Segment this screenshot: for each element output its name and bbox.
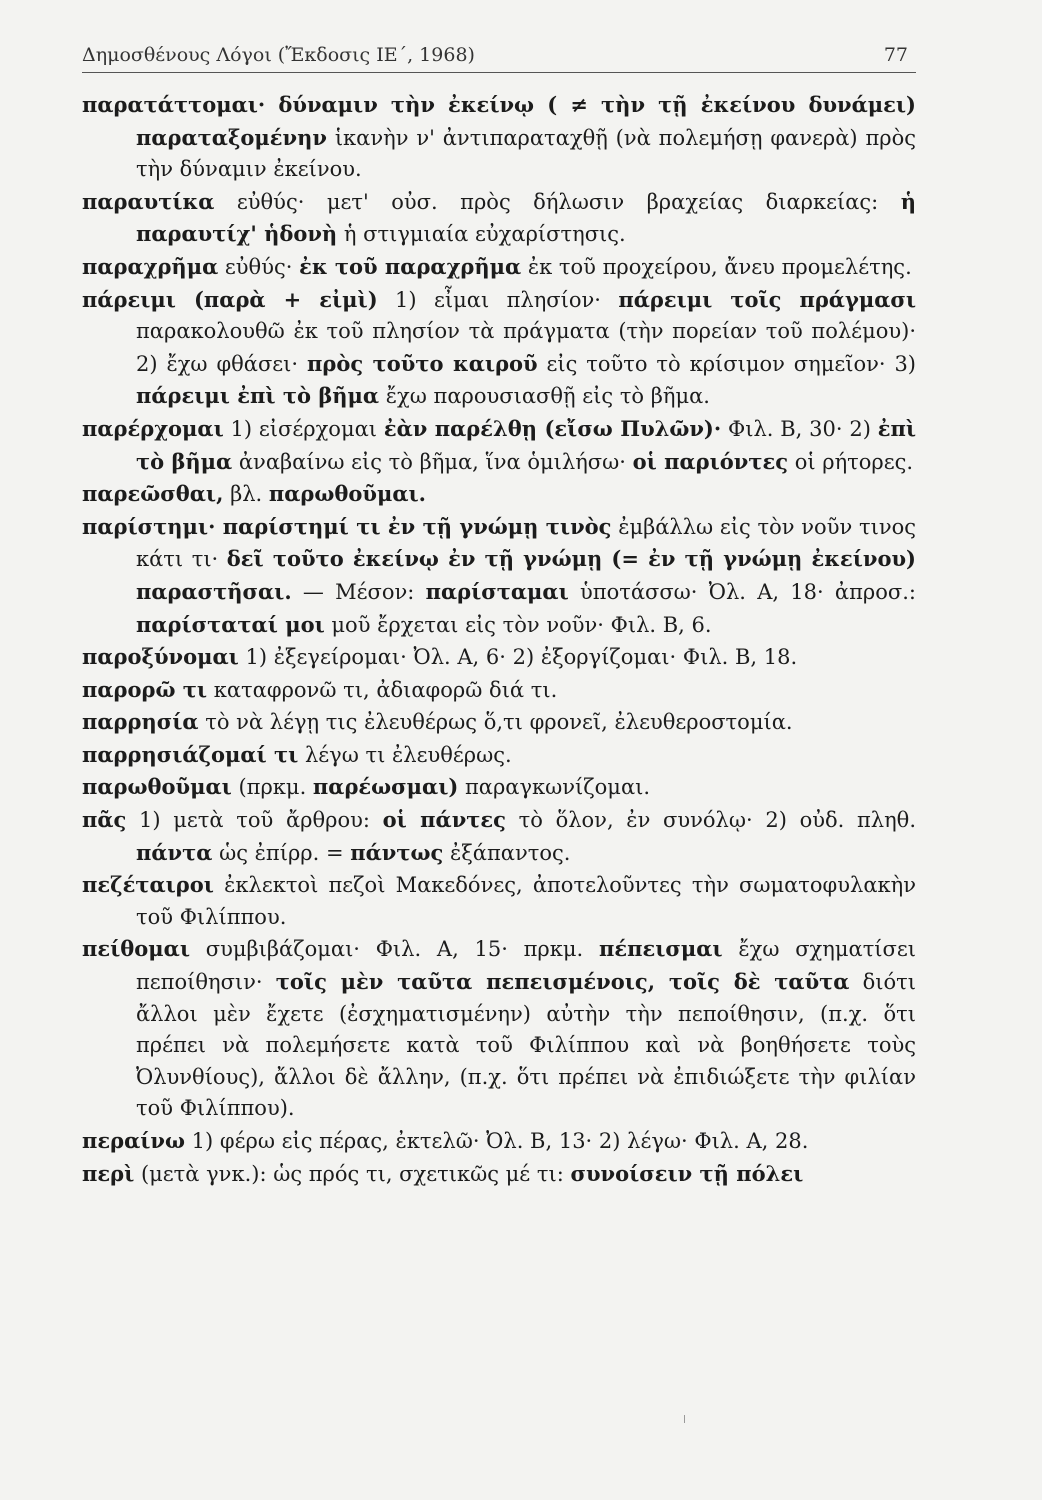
scan-mark: [684, 1415, 685, 1423]
definition-text: ἀναβαίνω εἰς τὸ βῆμα, ἵνα ὁμιλήσω·: [232, 449, 633, 474]
headword-text: παρορῶ τι: [82, 676, 208, 702]
definition-text: Φιλ. Β, 30· 2): [721, 416, 878, 441]
headword-text: τοῖς μὲν ταῦτα πεπεισμένοις, τοῖς δὲ ταῦτα: [275, 969, 850, 995]
definition-text: 1) ἐξεγείρομαι· Ὀλ. Α, 6· 2) ἐξοργίζομαι· Φιλ. Β, 18.: [238, 645, 798, 670]
headword-text: ἐκ τοῦ παραχρῆμα: [299, 253, 522, 279]
definition-text: διότι ἄλλοι μὲν ἔχετε (ἐσχηματισμένην) αὐτὴν τὴν πεποίθησιν, (π.χ. ὅτι πρέπει νὰ πολεμήσετε κατὰ τοῦ Φιλίππου καὶ νὰ βοηθήσετε τοὺς Ὀλυνθίους), ἄλλοι δὲ ἄλλην, (π.χ. ὅτι πρέπει νὰ ἐπιδιώξετε τὴν φιλίαν τοῦ Φιλίππου).: [136, 970, 916, 1121]
page-number: 77: [883, 44, 908, 66]
headword-text: παρρησία: [82, 709, 199, 735]
headword-text: παρατάττομαι· δύναμιν τὴν ἐκείνῳ ( ≠ τὴν τῇ ἐκείνου δυνάμει) παραταξομένην: [82, 92, 916, 150]
definition-text: ἡ στιγμιαία εὐχαρίστησις.: [337, 222, 626, 247]
definition-text: ἐκλεκτοὶ πεζοὶ Μακεδόνες, ἀποτελοῦντες τὴν σωματοφυλακὴν τοῦ Φιλίππου.: [136, 873, 916, 929]
definition-text: λέγω τι ἐλευθέρως.: [298, 742, 512, 767]
headword-text: παραχρῆμα: [82, 253, 219, 279]
definition-text: ἐμβάλλω εἰς τὸν νοῦν τινος κάτι τι·: [136, 514, 916, 572]
headword-text: παρίσταταί μοι: [136, 611, 325, 637]
dictionary-entry: [82, 413, 916, 478]
definition-text: εἰς τοῦτο τὸ κρίσιμον σημεῖον· 3): [537, 351, 916, 376]
definition-text: εὐθύς·: [218, 254, 300, 279]
definition-text: ἔχω σχηματίσει πεποίθησιν·: [136, 937, 916, 995]
definition-text: βλ.: [223, 482, 269, 507]
dictionary-entry: [82, 186, 916, 251]
definition-text: ἐξάπαντος.: [443, 840, 571, 865]
definition-text: εὐθύς· μετ' οὐσ. πρὸς δήλωσιν βραχείας διαρκείας:: [214, 189, 901, 214]
running-header: [82, 44, 916, 66]
headword-text: παρρησιάζομαί τι: [82, 741, 299, 767]
dictionary-entry: [82, 89, 916, 186]
headword-text: ἐὰν παρέλθῃ (εἴσω Πυλῶν)·: [383, 415, 722, 441]
dictionary-entry: [82, 739, 916, 772]
headword-text: παρεῶσθαι,: [82, 481, 224, 507]
dictionary-entry: [82, 284, 916, 413]
definition-text: μοῦ ἔρχεται εἰς τὸν νοῦν· Φιλ. Β, 6.: [324, 612, 712, 637]
headword-text: ἐπὶ τὸ βῆμα: [136, 415, 917, 474]
definition-text: καταφρονῶ τι, ἀδιαφορῶ διά τι.: [207, 677, 558, 702]
definition-text: οἱ ρήτορες.: [788, 449, 914, 474]
definition-text: συμβιβάζομαι· Φιλ. Α, 15· πρκμ.: [190, 937, 599, 962]
headword-text: πάντως: [350, 839, 444, 865]
definition-text: 1) φέρω εἰς πέρας, ἐκτελῶ· Ὀλ. Β, 13· 2) λέγω· Φιλ. Α, 28.: [185, 1129, 809, 1153]
running-title: Δημοσθένους Λόγοι (Ἔκδοσις ΙΕ΄, 1968): [82, 44, 475, 66]
headword-text: πάντα: [136, 839, 213, 865]
headword-text: περὶ: [82, 1160, 135, 1186]
headword-text: παρέρχομαι: [82, 415, 224, 441]
headword-text: παρωθοῦμαι: [82, 774, 232, 800]
headword-text: παρωθοῦμαι.: [268, 481, 426, 507]
dictionary-entry: [82, 511, 916, 641]
dictionary-entry: [82, 706, 916, 739]
definition-text: παραγκωνίζομαι.: [458, 775, 651, 800]
definition-text: ἔχω παρουσιασθῇ εἰς τὸ βῆμα.: [379, 384, 710, 409]
dictionary-entry: [82, 478, 916, 511]
definition-text: 1) εἰσέρχομαι: [223, 416, 384, 441]
definition-text: ἱκανὴν ν' ἀντιπαραταχθῇ (νὰ πολεμήσῃ φανερὰ) πρὸς τὴν δύναμιν ἐκείνου.: [136, 125, 916, 182]
dictionary-entries: [82, 89, 916, 1190]
dictionary-entry: [82, 641, 916, 674]
headword-text: πεζέταιροι: [82, 872, 214, 898]
dictionary-entry: [82, 1125, 916, 1158]
headword-text: πείθομαι: [82, 936, 191, 962]
headword-text: οἱ πάντες: [382, 807, 506, 833]
headword-text: πρὸς τοῦτο καιροῦ: [306, 350, 538, 376]
headword-text: οἱ παριόντες: [632, 448, 789, 474]
headword-text: συνοίσειν τῇ πόλει: [570, 1160, 804, 1186]
definition-text: ὡς ἐπίρρ. =: [212, 840, 351, 865]
definition-text: παρακολουθῶ ἐκ τοῦ πλησίον τὰ πράγματα (τὴν πορείαν τοῦ πολέμου)· 2) ἔχω φθάσει·: [136, 319, 916, 376]
headword-text: παρίσταμαι: [425, 578, 569, 604]
dictionary-entry: [82, 869, 916, 933]
headword-text: ἡ παραυτίχ' ἡδονὴ: [136, 188, 916, 247]
dictionary-entry: [82, 804, 916, 869]
dictionary-entry: [82, 1158, 916, 1191]
headword-text: δεῖ τοῦτο ἐκείνῳ ἐν τῇ γνώμῃ (= ἐν τῇ γνώμῃ ἐκείνου) παραστῆσαι.: [136, 546, 916, 604]
headword-text: παραυτίκα: [82, 188, 215, 214]
header-rule: [82, 72, 916, 73]
dictionary-entry: [82, 933, 916, 1125]
definition-text: τὸ νὰ λέγῃ τις ἐλευθέρως ὅ,τι φρονεῖ, ἐλευθεροστομία.: [198, 710, 793, 735]
dictionary-entry: [82, 674, 916, 707]
definition-text: 1) εἶμαι πλησίον·: [377, 287, 619, 312]
definition-text: τὸ ὅλον, ἐν συνόλῳ· 2) οὐδ. πληθ.: [505, 808, 916, 833]
definition-text: ὑποτάσσω· Ὀλ. Α, 18· ἀπροσ.:: [568, 579, 916, 604]
dictionary-entry: [82, 771, 916, 804]
headword-text: περαίνω: [82, 1128, 185, 1153]
headword-text: παροξύνομαι: [82, 644, 239, 670]
definition-text: ἐκ τοῦ προχείρου, ἄνευ προμελέτης.: [521, 254, 912, 279]
headword-text: πέπεισμαι: [598, 936, 723, 962]
definition-text: (πρκμ.: [231, 775, 313, 800]
headword-text: πάρειμι (παρὰ + εἰμὶ): [82, 286, 378, 312]
headword-text: πάρειμι ἐπὶ τὸ βῆμα: [136, 383, 380, 409]
headword-text: πάρειμι τοῖς πράγμασι: [618, 286, 916, 312]
dictionary-entry: [82, 251, 916, 284]
definition-text: (μετὰ γνκ.): ὡς πρός τι, σχετικῶς μέ τι:: [134, 1161, 571, 1186]
definition-text: — Μέσον:: [291, 579, 426, 604]
headword-text: πᾶς: [82, 807, 127, 833]
definition-text: 1) μετὰ τοῦ ἄρθρου:: [126, 808, 383, 833]
headword-text: παρέωσμαι): [312, 774, 459, 800]
headword-text: παρίστημι· παρίστημί τι ἐν τῇ γνώμῃ τινὸς: [82, 513, 612, 539]
